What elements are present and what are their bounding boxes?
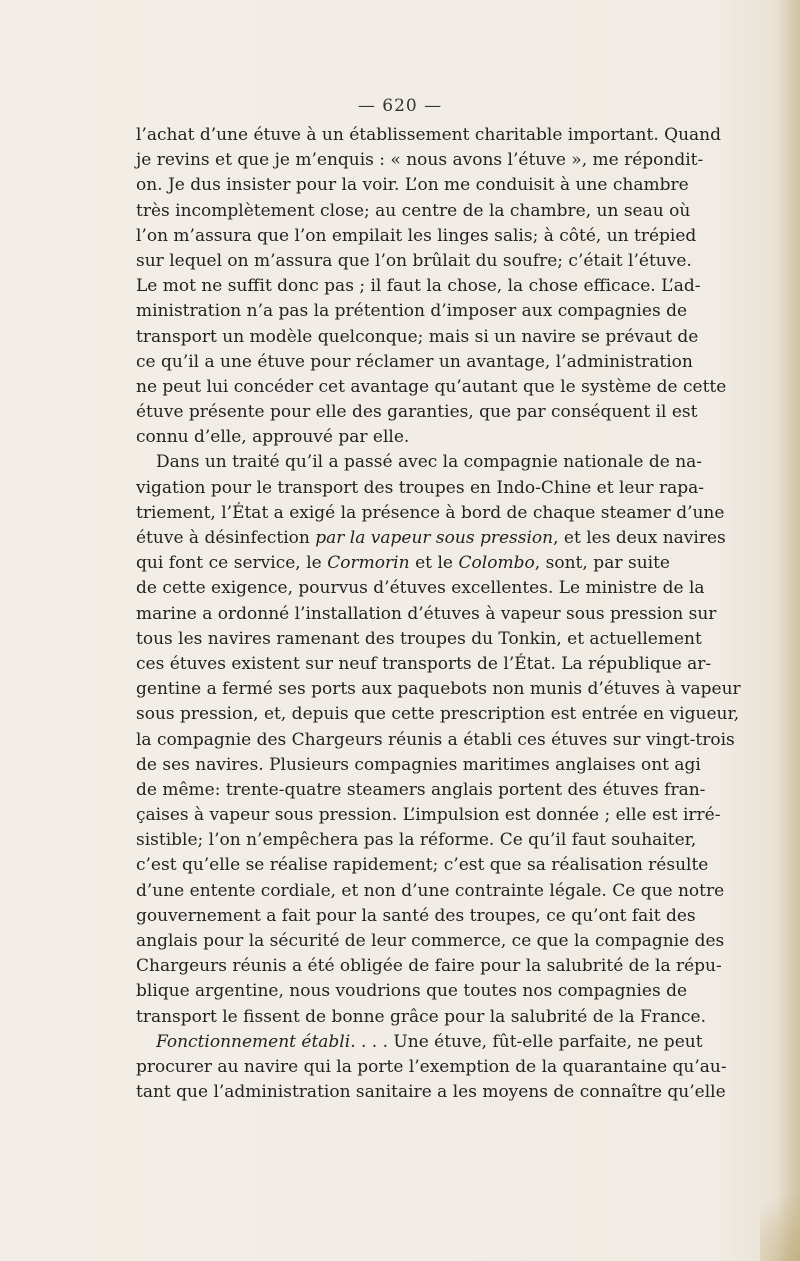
text-segment: Chargeurs réunis a été obligée de faire pour la salubrité de la répu- <box>136 956 722 977</box>
page-corner-stain <box>760 1171 800 1261</box>
text-line <box>136 929 725 954</box>
text-line <box>136 551 670 576</box>
text-line <box>136 199 691 224</box>
text-segment: ne peut lui concéder cet avantage qu’autant que le système de cette <box>136 376 727 397</box>
text-segment: , sont, par suite <box>534 553 670 574</box>
text-segment: transport le fissent de bonne grâce pour la salubrité de la France. <box>136 1006 707 1027</box>
text-segment: sous pression, et, depuis que cette prescription est entrée en vigueur, <box>136 704 740 725</box>
text-line <box>136 954 722 979</box>
text-line <box>136 425 670 450</box>
italic-text: par la vapeur sous pression <box>315 528 554 548</box>
text-segment: et le <box>409 553 459 574</box>
page-number: — 620 — <box>357 96 443 116</box>
text-segment: tous les navires ramenant des troupes du Tonkin, et actuellement <box>136 628 702 649</box>
text-segment: on. Je dus insister pour la voir. L’on me conduisit à une chambre <box>136 175 689 196</box>
text-line <box>136 400 698 425</box>
text-segment: l’on m’assura que l’on empilait les linges salis; à côté, un trépied <box>136 225 697 246</box>
text-line <box>136 803 721 828</box>
text-line <box>136 450 703 475</box>
text-line <box>136 602 717 627</box>
text-line <box>136 249 692 274</box>
text-line <box>136 1005 707 1030</box>
text-segment: blique argentine, nous voudrions que toutes nos compagnies de <box>136 981 688 1002</box>
text-segment: qui font ce service, le <box>136 553 328 574</box>
text-line <box>136 1030 703 1055</box>
text-line <box>136 1080 726 1105</box>
text-line <box>136 375 727 400</box>
text-segment: c’est qu’elle se réalise rapidement; c’est que sa réalisation résulte <box>136 855 709 876</box>
text-segment: vigation pour le transport des troupes en Indo-Chine et leur rapa- <box>136 477 704 498</box>
italic-text: Cormorin <box>327 553 410 574</box>
text-segment: Dans un traité qu’il a passé avec la compagnie nationale de na- <box>156 452 703 473</box>
page-edge-stain <box>778 0 800 1261</box>
text-line <box>136 702 740 727</box>
text-segment: d’une entente cordiale, et non d’une contrainte légale. Ce que notre <box>136 880 725 901</box>
text-segment: très incomplètement close; au centre de la chambre, un seau où <box>136 200 691 221</box>
text-segment: gouvernement a fait pour la santé des troupes, ce qu’ont fait des <box>136 905 696 926</box>
text-line <box>136 123 721 148</box>
text-line <box>136 627 702 652</box>
text-segment: triement, l’État a exigé la présence à bord de chaque steamer d’une <box>136 502 725 523</box>
text-segment: la compagnie des Chargeurs réunis a établi ces étuves sur vingt-trois <box>136 729 735 750</box>
text-segment: tant que l’administration sanitaire a les moyens de connaître qu’elle <box>136 1082 726 1103</box>
text-line <box>136 753 701 778</box>
text-segment: procurer au navire qui la porte l’exemption de la quarantaine qu’au- <box>136 1056 727 1077</box>
text-line <box>136 299 688 324</box>
text-line <box>136 828 697 853</box>
text-line <box>136 476 704 501</box>
text-segment: transport un modèle quelconque; mais si un navire se prévaut de <box>136 326 699 347</box>
text-line <box>136 652 712 677</box>
text-segment: gentine a fermé ses ports aux paquebots non munis d’étuves à vapeur <box>136 679 741 700</box>
italic-text: Fonctionnement établi <box>156 1031 351 1052</box>
text-line <box>136 904 696 929</box>
text-segment: anglais pour la sécurité de leur commerce, ce que la compagnie des <box>136 931 725 951</box>
text-line <box>136 325 699 350</box>
text-segment: étuve à désinfection <box>136 528 316 548</box>
text-segment: de même: trente-quatre steamers anglais portent des étuves fran- <box>136 779 706 800</box>
text-line <box>136 677 741 702</box>
text-segment: étuve présente pour elle des garanties, que par conséquent il est <box>136 402 698 423</box>
text-segment: sistible; l’on n’empêchera pas la réforme. Ce qu’il faut souhaiter, <box>136 830 697 851</box>
text-line <box>136 173 689 198</box>
text-line <box>136 148 704 173</box>
text-line <box>136 778 706 803</box>
text-segment: marine a ordonné l’installation d’étuves à vapeur sous pression sur <box>136 603 717 624</box>
body-text <box>136 123 741 1105</box>
text-segment: ces étuves existent sur neuf transports de l’État. La république ar- <box>136 653 712 674</box>
text-segment: de ses navires. Plusieurs compagnies maritimes anglaises ont agi <box>136 754 701 775</box>
text-segment: ministration n’a pas la prétention d’imposer aux compagnies de <box>136 301 688 322</box>
text-line <box>136 728 735 753</box>
text-segment: çaises à vapeur sous pression. L’impulsion est donnée ; elle est irré- <box>136 805 721 826</box>
text-segment: ce qu’il a une étuve pour réclamer un avantage, l’administration <box>136 351 693 372</box>
text-segment: je revins et que je m’enquis : « nous avons l’étuve », me répondit- <box>136 150 704 171</box>
text-line <box>136 350 693 375</box>
text-segment: , et les deux navires <box>553 528 726 548</box>
text-line <box>136 576 705 601</box>
text-line <box>136 224 697 249</box>
text-line <box>136 501 725 526</box>
text-segment: l’achat d’une étuve à un établissement charitable important. Quand <box>136 125 721 145</box>
text-segment: connu d’elle, approuvé par elle. <box>136 427 410 448</box>
text-line <box>136 979 688 1004</box>
text-line <box>136 853 709 878</box>
text-segment: de cette exigence, pourvus d’étuves excellentes. Le ministre de la <box>136 578 705 599</box>
text-segment: Le mot ne suffit donc pas ; il faut la chose, la chose efficace. L’ad- <box>136 276 701 297</box>
text-segment: sur lequel on m’assura que l’on brûlait du soufre; c’était l’étuve. <box>136 250 692 271</box>
text-line <box>136 1055 727 1080</box>
text-segment: . . . . Une étuve, fût-elle parfaite, ne peut <box>350 1031 703 1052</box>
text-line <box>136 274 701 299</box>
text-line <box>136 879 725 904</box>
italic-text: Colombo <box>458 553 535 574</box>
text-line <box>136 526 726 551</box>
